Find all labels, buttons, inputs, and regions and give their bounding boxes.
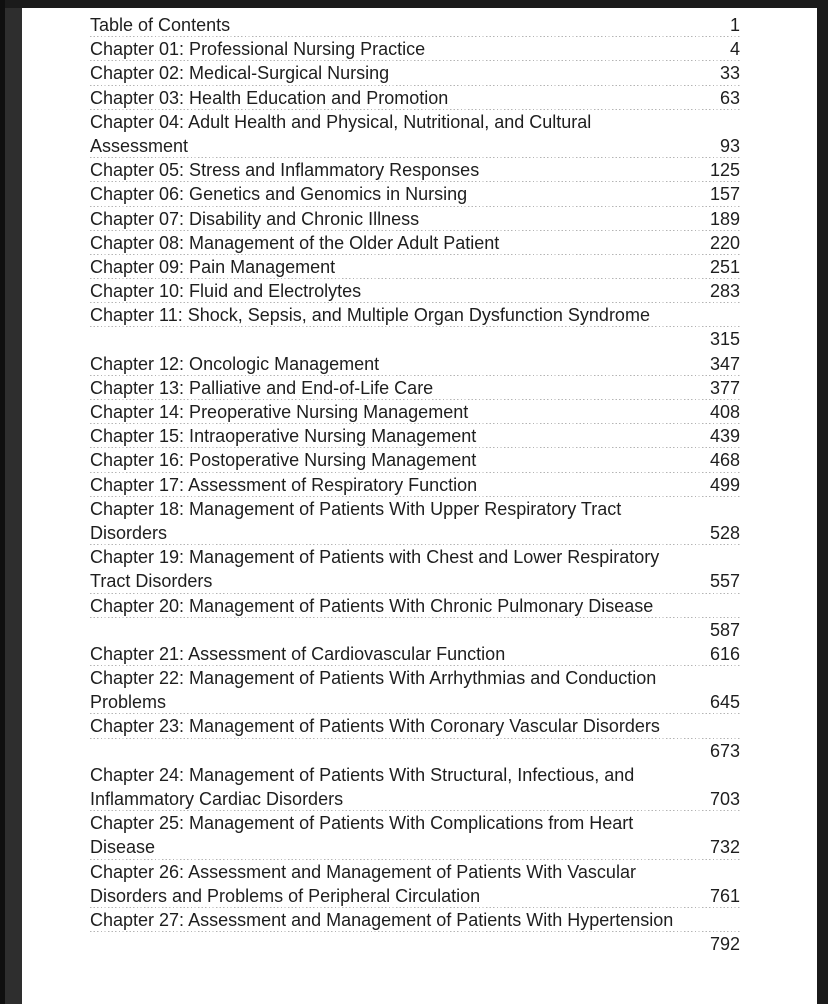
toc-entry-title: Chapter 17: Assessment of Respiratory Function [90,474,478,495]
toc-entry-title: Chapter 10: Fluid and Electrolytes [90,281,362,302]
toc-entry[interactable] [90,860,740,908]
toc-line [90,473,740,497]
toc-entry[interactable] [90,182,740,206]
toc-entry[interactable] [90,497,740,545]
toc-entry-title: Chapter 23: Management of Patients With Coronary Vascular Disorders [90,716,660,737]
toc-entry-title: Chapter 06: Genetics and Genomics in Nursing [90,184,468,205]
toc-entry[interactable] [90,424,740,448]
toc-line [90,207,740,231]
table-of-contents [90,13,740,956]
toc-entry-title: Chapter 26: Assessment and Management of Patients With Vascular [90,861,636,882]
toc-entry-title: Chapter 04: Adult Health and Physical, Nutritional, and Cultural [90,111,592,132]
toc-entry-page-number: 439 [709,426,740,447]
toc-line [90,594,740,618]
toc-entry[interactable] [90,61,740,85]
toc-entry[interactable] [90,231,740,255]
toc-entry-page-number: 347 [709,353,740,374]
toc-entry-page-number: 125 [709,160,740,181]
toc-line [90,61,740,85]
toc-line [90,884,740,908]
toc-entry[interactable] [90,666,740,714]
toc-line [90,231,740,255]
toc-entry-title: Chapter 08: Management of the Older Adult Patient [90,232,500,253]
toc-entry-title: Chapter 12: Oncologic Management [90,353,380,374]
toc-line [90,158,740,182]
toc-line [90,835,740,859]
toc-entry-page-number: 761 [709,885,740,906]
toc-entry[interactable] [90,279,740,303]
toc-entry-title: Problems [90,692,167,713]
toc-line [90,303,740,327]
toc-entry-title: Inflammatory Cardiac Disorders [90,789,344,809]
toc-line [90,521,740,545]
toc-line [90,400,740,424]
toc-entry-page-number: 220 [709,232,740,253]
toc-line [90,327,740,351]
toc-entry-page-number: 557 [709,571,740,592]
toc-entry-title: Chapter 27: Assessment and Management of Patients With Hypertension [90,909,674,930]
toc-entry[interactable] [90,376,740,400]
toc-entry-title: Chapter 03: Health Education and Promotion [90,87,449,108]
toc-line [90,666,740,690]
toc-line [90,569,740,593]
toc-line [90,690,740,714]
toc-entry-page-number: 315 [709,329,740,350]
toc-entry-page-number: 4 [729,39,740,60]
toc-entry-page-number: 408 [709,402,740,422]
toc-entry-title: Chapter 09: Pain Management [90,256,336,277]
toc-entry[interactable] [90,642,740,666]
toc-entry-page-number: 283 [709,281,740,302]
toc-entry[interactable] [90,86,740,110]
toc-entry-page-number: 33 [719,63,740,84]
toc-entry-title: Chapter 22: Management of Patients With Arrhythmias and Conduction [90,668,657,689]
toc-line [90,763,740,787]
toc-entry-page-number: 703 [709,789,740,809]
toc-entry[interactable] [90,473,740,497]
toc-entry[interactable] [90,352,740,376]
toc-entry[interactable] [90,37,740,61]
toc-entry-title: Chapter 18: Management of Patients With Upper Respiratory Tract [90,498,622,519]
toc-line [90,497,740,521]
toc-entry-page-number: 732 [709,837,740,858]
toc-entry[interactable] [90,255,740,279]
toc-entry-page-number: 63 [719,87,740,108]
toc-entry-title: Chapter 07: Disability and Chronic Illness [90,208,420,229]
toc-line [90,618,740,642]
toc-entry-title: Chapter 25: Management of Patients With Complications from Heart [90,813,634,834]
toc-line [90,642,740,666]
toc-entry[interactable] [90,448,740,472]
toc-entry-page-number: 792 [709,934,740,955]
toc-entry[interactable] [90,13,740,37]
toc-entry[interactable] [90,908,740,956]
toc-line [90,110,740,134]
toc-entry-title: Chapter 24: Management of Patients With Structural, Infectious, and [90,764,635,785]
toc-entry-page-number: 499 [709,474,740,495]
toc-entry-title: Disorders [90,522,168,543]
toc-entry[interactable] [90,545,740,593]
toc-entry[interactable] [90,400,740,424]
toc-line [90,134,740,158]
toc-entry-title: Chapter 05: Stress and Inflammatory Responses [90,160,480,181]
toc-entry-page-number: 673 [709,740,740,761]
toc-entry-page-number: 251 [709,256,740,277]
toc-entry[interactable] [90,811,740,859]
toc-line [90,932,740,956]
toc-entry-page-number: 157 [709,184,740,205]
toc-entry-page-number: 616 [709,643,740,664]
toc-line [90,860,740,884]
toc-entry-title: Tract Disorders [90,571,213,592]
toc-line [90,352,740,376]
toc-entry[interactable] [90,714,740,762]
toc-entry-title: Table of Contents [90,15,231,35]
toc-entry-page-number: 93 [719,135,740,156]
toc-line [90,714,740,738]
toc-entry-page-number: 377 [709,377,740,398]
toc-entry-title: Chapter 01: Professional Nursing Practice [90,39,426,60]
toc-line [90,182,740,206]
toc-entry-title: Chapter 13: Palliative and End-of-Life Care [90,377,434,398]
toc-entry-title: Chapter 11: Shock, Sepsis, and Multiple Organ Dysfunction Syndrome [90,305,650,326]
toc-line [90,37,740,61]
toc-entry[interactable] [90,303,740,351]
toc-line [90,255,740,279]
toc-entry-page-number: 468 [709,450,740,471]
toc-entry[interactable] [90,158,740,182]
toc-entry-page-number: 587 [709,619,740,640]
toc-line [90,448,740,472]
screen-bezel-left-inner [5,8,22,1004]
document-page [22,8,817,1004]
toc-entry-page-number: 189 [709,208,740,229]
toc-entry-title: Chapter 02: Medical-Surgical Nursing [90,63,390,84]
toc-entry-title: Chapter 21: Assessment of Cardiovascular Function [90,643,506,664]
toc-entry-title: Chapter 15: Intraoperative Nursing Management [90,426,477,447]
toc-entry-title: Disease [90,837,156,858]
toc-line [90,13,740,37]
toc-line [90,811,740,835]
toc-entry-title: Chapter 16: Postoperative Nursing Management [90,450,477,471]
toc-entry-title: Chapter 20: Management of Patients With Chronic Pulmonary Disease [90,595,654,616]
toc-entry[interactable] [90,594,740,642]
toc-line [90,376,740,400]
toc-line [90,908,740,932]
toc-entry-title: Chapter 19: Management of Patients with Chest and Lower Respiratory [90,547,660,568]
toc-entry[interactable] [90,207,740,231]
toc-line [90,86,740,110]
toc-entry-page-number: 528 [709,522,740,543]
toc-entry-title: Disorders and Problems of Peripheral Circulation [90,885,481,906]
toc-line [90,739,740,763]
toc-entry[interactable] [90,110,740,158]
toc-line [90,279,740,303]
toc-line [90,787,740,811]
toc-line [90,545,740,569]
toc-line [90,424,740,448]
toc-entry-title: Chapter 14: Preoperative Nursing Management [90,402,469,422]
toc-entry-page-number: 645 [709,692,740,713]
toc-entry[interactable] [90,763,740,811]
toc-entry-title: Assessment [90,135,189,156]
toc-entry-page-number: 1 [729,15,740,35]
